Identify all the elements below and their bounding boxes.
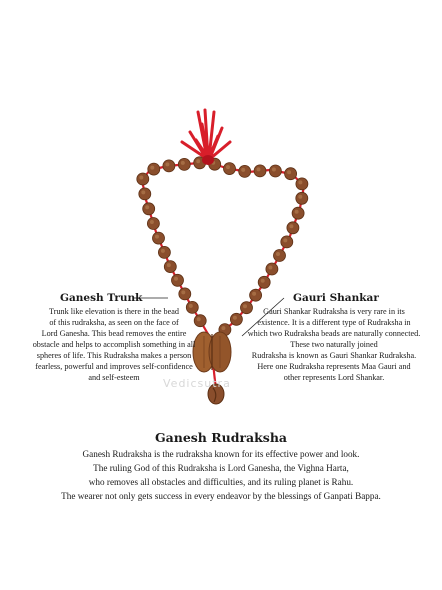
bead-highlight bbox=[174, 277, 178, 281]
rudraksha-bead bbox=[137, 173, 149, 185]
rudraksha-bead bbox=[163, 160, 175, 172]
gauri-shankar-line: which two Rudraksha beads are naturally connected. bbox=[247, 329, 421, 338]
bead-highlight bbox=[261, 279, 265, 283]
bead-highlight bbox=[165, 162, 169, 166]
bead-highlight bbox=[268, 266, 272, 270]
rudraksha-bead bbox=[296, 192, 308, 204]
tassel bbox=[182, 110, 230, 165]
rudraksha-bead bbox=[239, 165, 251, 177]
rudraksha-bead bbox=[296, 178, 308, 190]
gauri-shankar-line: These two naturally joined bbox=[290, 340, 378, 349]
bead-highlight bbox=[181, 290, 185, 294]
ganesh-rudraksha-line: The ruling God of this Rudraksha is Lord Ganesha, the Vighna Harta, bbox=[93, 463, 349, 473]
rudraksha-bead bbox=[281, 236, 293, 248]
gauri-shankar-line: other represents Lord Shankar. bbox=[283, 373, 385, 382]
rudraksha-bead bbox=[269, 165, 281, 177]
rudraksha-bead bbox=[254, 165, 266, 177]
bead-highlight bbox=[295, 210, 299, 214]
watermark: Vedicsutra bbox=[163, 377, 231, 390]
ganesh-trunk-line: spheres of life. This Rudraksha makes a person bbox=[36, 351, 192, 360]
ganesh-trunk-line: of this rudraksha, as seen on the face of bbox=[49, 318, 179, 327]
rudraksha-bead bbox=[143, 203, 155, 215]
bead-highlight bbox=[150, 220, 154, 224]
ganesh-trunk-line: Trunk like elevation is there in the bead bbox=[49, 307, 179, 316]
bead-highlight bbox=[141, 190, 145, 194]
bead-highlight bbox=[298, 195, 302, 199]
rudraksha-bead bbox=[179, 288, 191, 300]
bead-highlight bbox=[155, 235, 159, 239]
bead-highlight bbox=[241, 168, 245, 172]
gauri-shankar-line: Rudraksha is known as Gauri Shankar Rudraksha. bbox=[251, 351, 417, 360]
bead-highlight bbox=[139, 176, 143, 180]
rudraksha-bead bbox=[266, 263, 278, 275]
rudraksha-bead bbox=[158, 246, 170, 258]
bead-highlight bbox=[283, 238, 287, 242]
bead-highlight bbox=[167, 263, 171, 267]
bead-highlight bbox=[289, 224, 293, 228]
rudraksha-bead bbox=[274, 250, 286, 262]
rudraksha-bead bbox=[164, 261, 176, 273]
ganesh-rudraksha-description bbox=[0, 447, 442, 503]
bead-highlight bbox=[221, 326, 225, 330]
rudraksha-bead bbox=[287, 222, 299, 234]
gauri-shankar-line: existence. It is a different type of Rudraksha in bbox=[257, 318, 411, 327]
rudraksha-bead bbox=[258, 276, 270, 288]
bead-highlight bbox=[181, 161, 185, 165]
rudraksha-bead bbox=[147, 218, 159, 230]
tassel-threads bbox=[182, 110, 230, 158]
ganesh-rudraksha-line: The wearer not only gets success in every endeavor by the blessings of Ganpati Bappa. bbox=[61, 491, 381, 501]
gauri-shankar-line: Here one Rudraksha represents Maa Gauri and bbox=[257, 362, 411, 371]
bead-highlight bbox=[272, 168, 276, 172]
ganesh-rudraksha-line: Ganesh Rudraksha is the rudraksha known for its effective power and look. bbox=[82, 449, 360, 459]
gauri-shankar-line: Gauri Shankar Rudraksha is very rare in its bbox=[263, 307, 405, 316]
bead-highlight bbox=[257, 167, 261, 171]
rudraksha-bead bbox=[292, 207, 304, 219]
rudraksha-bead bbox=[153, 232, 165, 244]
ganesh-trunk-title: Ganesh Trunk bbox=[60, 292, 143, 304]
rudraksha-bead bbox=[178, 158, 190, 170]
ganesh-trunk-line: Lord Ganesha. This bead removes the entire bbox=[41, 329, 187, 338]
ganesh-trunk-line: and self-esteem bbox=[88, 373, 140, 382]
bead-highlight bbox=[252, 292, 256, 296]
ganesh-rudraksha-title: Ganesh Rudraksha bbox=[154, 430, 288, 445]
rudraksha-bead bbox=[172, 274, 184, 286]
ganesh-trunk-description bbox=[10, 306, 218, 383]
ganesh-trunk-line: obstacle and helps to accomplish something in all bbox=[32, 340, 196, 349]
tassel-knot bbox=[202, 155, 214, 165]
bead-highlight bbox=[145, 205, 149, 209]
ganesh-rudraksha-line: who removes all obstacles and difficulties, and its ruling planet is Rahu. bbox=[88, 477, 354, 487]
gauri-shankar-title: Gauri Shankar bbox=[293, 292, 379, 304]
ganesh-trunk-line: fearless, powerful and improves self-confidence bbox=[35, 362, 193, 371]
bead-highlight bbox=[196, 159, 200, 163]
rudraksha-bead bbox=[250, 289, 262, 301]
bead-highlight bbox=[161, 249, 165, 253]
bead-highlight bbox=[276, 252, 280, 256]
rudraksha-bead bbox=[285, 168, 297, 180]
bead-highlight bbox=[226, 165, 230, 169]
rudraksha-bead bbox=[224, 163, 236, 175]
bead-highlight bbox=[150, 166, 154, 170]
rudraksha-bead bbox=[148, 163, 160, 175]
rudraksha-bead bbox=[139, 188, 151, 200]
bead-highlight bbox=[287, 170, 291, 174]
bead-highlight bbox=[298, 180, 302, 184]
gauri-shankar-description bbox=[236, 306, 432, 383]
